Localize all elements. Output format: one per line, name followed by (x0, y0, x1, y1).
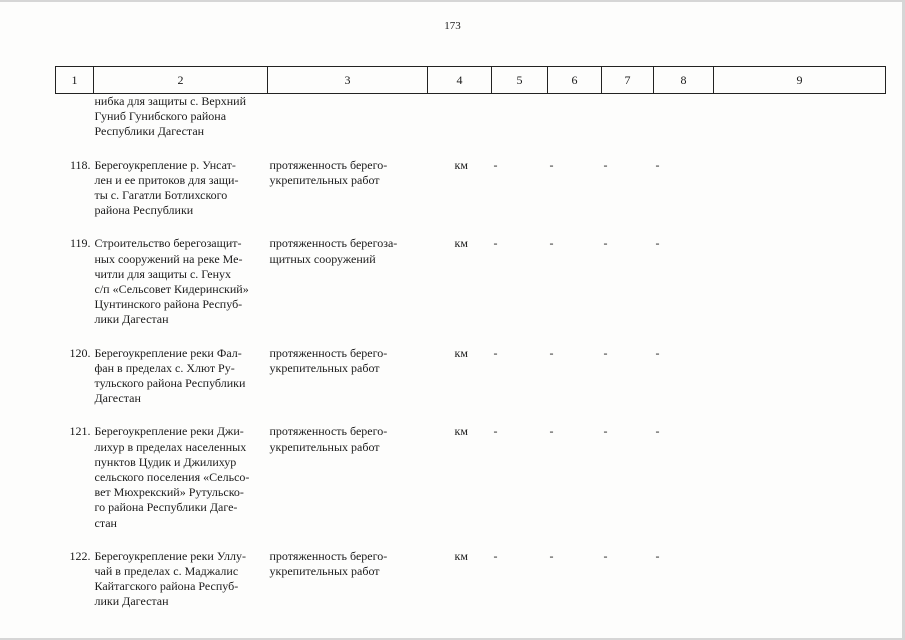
row-number: 120. (69, 345, 91, 360)
unit-cell: км (454, 548, 468, 563)
row-spacer (56, 328, 886, 346)
indicator-cell (268, 236, 428, 327)
indicator-line: укрепительных работ (269, 439, 380, 454)
value-cell: - (493, 548, 498, 563)
column-header: 6 (548, 67, 602, 94)
unit-cell (428, 94, 492, 140)
value-cell (654, 94, 714, 140)
value-cell: - (549, 157, 554, 172)
indicator-line: протяженность берего- (269, 548, 388, 563)
row-number: 121. (69, 424, 91, 439)
object-name-line: лики Дагестан (94, 594, 169, 609)
row-spacer (56, 406, 886, 424)
object-name-line: читли для защиты с. Генух (94, 266, 232, 281)
indicator-line: протяженность берегоза- (269, 236, 398, 251)
value-cell: - (493, 236, 498, 251)
scan-edge-mark (0, 0, 905, 2)
value-cell: - (549, 236, 554, 251)
indicator-cell (268, 94, 428, 140)
value-cell (548, 94, 602, 140)
value-cell: - (655, 424, 660, 439)
object-name-line: Берегоукрепление р. Унсат- (94, 157, 236, 172)
value-cell: - (655, 157, 660, 172)
object-name-line: сельского поселения «Сельсо- (94, 470, 250, 485)
object-name-line: района Республики (94, 203, 194, 218)
notes-cell (714, 346, 886, 407)
indicator-line: протяженность берего- (269, 157, 388, 172)
unit-cell: км (454, 236, 468, 251)
notes-cell (714, 549, 886, 610)
unit-cell: км (454, 345, 468, 360)
object-name-line: лики Дагестан (94, 312, 169, 327)
object-name-cell (94, 94, 268, 140)
value-cell: - (549, 424, 554, 439)
value-cell: - (603, 548, 608, 563)
column-header: 8 (654, 67, 714, 94)
object-name-line: Строительство берегозащит- (94, 236, 242, 251)
value-cell: - (493, 424, 498, 439)
table-row (56, 94, 886, 140)
indicator-line: щитных сооружений (269, 251, 376, 266)
row-number: 122. (69, 548, 91, 563)
value-cell: - (549, 548, 554, 563)
row-spacer (56, 218, 886, 236)
column-header: 7 (602, 67, 654, 94)
indicator-cell (268, 424, 428, 530)
indicator-line: протяженность берего- (269, 345, 388, 360)
table-row (56, 346, 886, 407)
indicator-line: протяженность берего- (269, 424, 388, 439)
value-cell: - (603, 157, 608, 172)
object-name-line: лихур в пределах населенных (94, 439, 247, 454)
indicator-line: укрепительных работ (269, 564, 380, 579)
object-name-line: с/п «Сельсовет Кидеринский» (94, 282, 249, 297)
value-cell: - (603, 236, 608, 251)
notes-cell (714, 236, 886, 327)
value-cell: - (603, 345, 608, 360)
object-name-cell (94, 346, 268, 407)
column-header: 4 (428, 67, 492, 94)
object-name-line: Берегоукрепление реки Фал- (94, 345, 242, 360)
object-name-line: Кайтагского района Респуб- (94, 579, 239, 594)
table-row (56, 549, 886, 610)
object-name-line: ных сооружений на реке Ме- (94, 251, 243, 266)
indicator-line: укрепительных работ (269, 360, 380, 375)
value-cell: - (655, 345, 660, 360)
object-name-line: Гуниб Гунибского района (94, 109, 227, 124)
row-spacer (56, 531, 886, 549)
value-cell: - (603, 424, 608, 439)
object-name-line: нибка для защиты с. Верхний (94, 94, 246, 108)
column-header: 3 (268, 67, 428, 94)
indicator-cell (268, 346, 428, 407)
object-name-line: Цунтинского района Респуб- (94, 297, 243, 312)
indicators-table (55, 66, 886, 610)
object-name-line: лен и ее притоков для защи- (94, 172, 239, 187)
object-name-cell (94, 158, 268, 219)
object-name-line: пунктов Цудик и Джилихур (94, 454, 237, 469)
row-spacer (56, 140, 886, 158)
value-cell: - (655, 548, 660, 563)
object-name-cell (94, 549, 268, 610)
object-name-cell (94, 236, 268, 327)
object-name-line: вет Мюхрекский» Рутульско- (94, 485, 244, 500)
object-name-line: Республики Дагестан (94, 124, 205, 139)
unit-cell: км (454, 424, 468, 439)
table-body (56, 94, 886, 610)
notes-cell (714, 424, 886, 530)
column-number-header (56, 67, 886, 94)
row-number (56, 94, 94, 140)
object-name-line: фан в пределах с. Хлют Ру- (94, 360, 235, 375)
row-number: 118. (69, 157, 91, 172)
value-cell (492, 94, 548, 140)
header-row (56, 67, 886, 94)
object-name-line: стан (94, 515, 117, 530)
row-number: 119. (69, 236, 91, 251)
object-name-line: го района Республики Даге- (94, 500, 238, 515)
indicator-cell (268, 549, 428, 610)
budget-table-sheet (55, 66, 885, 610)
object-name-line: Берегоукрепление реки Уллу- (94, 548, 246, 563)
notes-cell (714, 158, 886, 219)
table-row (56, 236, 886, 327)
indicator-cell (268, 158, 428, 219)
object-name-line: тульского района Республики (94, 376, 246, 391)
indicator-line: укрепительных работ (269, 172, 380, 187)
value-cell: - (549, 345, 554, 360)
column-header: 9 (714, 67, 886, 94)
object-name-line: чай в пределах с. Маджалис (94, 564, 239, 579)
object-name-cell (94, 424, 268, 530)
value-cell: - (493, 345, 498, 360)
unit-cell: км (454, 157, 468, 172)
value-cell: - (493, 157, 498, 172)
column-header: 5 (492, 67, 548, 94)
column-header: 2 (94, 67, 268, 94)
value-cell: - (655, 236, 660, 251)
column-header: 1 (56, 67, 94, 94)
object-name-line: ты с. Гагатли Ботлихского (94, 188, 228, 203)
page-number: 173 (444, 20, 461, 32)
object-name-line: Берегоукрепление реки Джи- (94, 424, 244, 439)
table-row (56, 424, 886, 530)
table-row (56, 158, 886, 219)
value-cell (602, 94, 654, 140)
object-name-line: Дагестан (94, 391, 141, 406)
notes-cell (714, 94, 886, 140)
